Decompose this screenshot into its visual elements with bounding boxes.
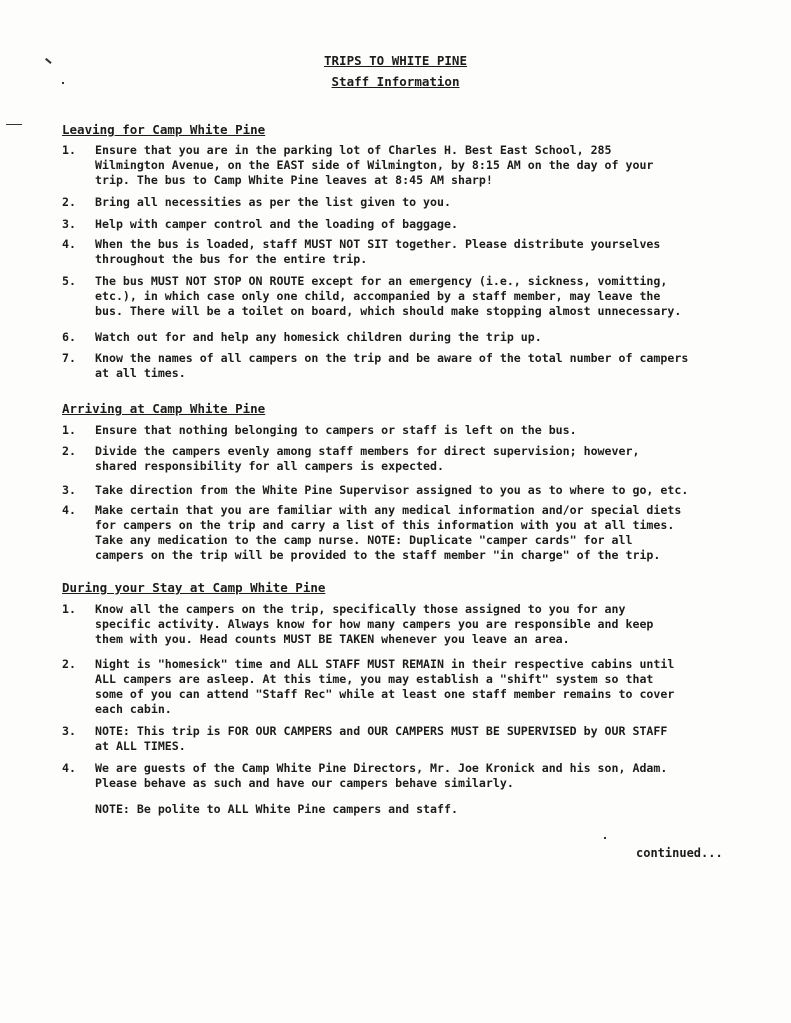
- item-number: 6.: [62, 330, 76, 344]
- item-number: 1.: [62, 423, 76, 437]
- item-text: Know the names of all campers on the trip and be aware of the total number of campers at all times.: [95, 351, 689, 380]
- item-text: Night is "homesick" time and ALL STAFF MUST REMAIN in their respective cabins until ALL campers are asleep. At this time, you may establish a "shift" system so that some of you can attend "Staff Rec" while at least one staff member remains to cover each cabin.: [95, 657, 675, 716]
- item-text: We are guests of the Camp White Pine Directors, Mr. Joe Kronick and his son, Adam. Please behave as such and have our campers behave similarly.: [95, 761, 668, 790]
- item-text: NOTE: This trip is FOR OUR CAMPERS and OUR CAMPERS MUST BE SUPERVISED by OUR STAFF at ALL TIMES.: [95, 724, 668, 753]
- item-number: 2.: [62, 195, 76, 209]
- item-number: 1.: [62, 143, 76, 157]
- item-text: The bus MUST NOT STOP ON ROUTE except for an emergency (i.e., sickness, vomitting, etc.), in which case only one child, accompanied by a staff member, may leave the bus. There will be a toilet on board, which should make stopping almost unnecessary.: [95, 274, 682, 318]
- item-number: 2.: [62, 657, 76, 671]
- item-text: Ensure that nothing belonging to campers or staff is left on the bus.: [95, 423, 577, 437]
- item-number: 3.: [62, 483, 76, 497]
- item-number: 1.: [62, 602, 76, 616]
- item-text: Watch out for and help any homesick children during the trip up.: [95, 330, 542, 344]
- item-text: Bring all necessities as per the list given to you.: [95, 195, 451, 209]
- scan-mark: [6, 124, 22, 125]
- closing-note: NOTE: Be polite to ALL White Pine campers and staff.: [95, 802, 458, 816]
- scan-mark: [604, 837, 606, 839]
- item-text: Ensure that you are in the parking lot of Charles H. Best East School, 285 Wilmington Avenue, on the EAST side of Wilmington, by 8:15 AM on the day of your trip. The bus to Camp White Pine leaves at 8:45 AM sharp!: [95, 143, 654, 187]
- item-text: Divide the campers evenly among staff members for direct supervision; however, shared responsibility for all campers is expected.: [95, 444, 640, 473]
- item-text: When the bus is loaded, staff MUST NOT SIT together. Please distribute yourselves throughout the bus for the entire trip.: [95, 237, 661, 266]
- item-number: 3.: [62, 217, 76, 231]
- document-title: TRIPS TO WHITE PINE: [324, 53, 467, 68]
- section-heading-during: During your Stay at Camp White Pine: [62, 580, 326, 595]
- section-heading-leaving: Leaving for Camp White Pine: [62, 122, 266, 137]
- scan-mark: [62, 82, 64, 84]
- item-number: 4.: [62, 761, 76, 775]
- item-number: 5.: [62, 274, 76, 288]
- item-number: 3.: [62, 724, 76, 738]
- item-text: Make certain that you are familiar with any medical information and/or special diets for campers on the trip and carry a list of this information with you at all times. Take any medication to the camp nurse. NOTE: Duplicate "camper cards" for all campers on the trip will be provided to the staff member "in charge" of the trip.: [95, 503, 682, 562]
- item-number: 4.: [62, 237, 76, 251]
- item-text: Take direction from the White Pine Supervisor assigned to you as to where to go, etc.: [95, 483, 689, 497]
- section-heading-arriving: Arriving at Camp White Pine: [62, 401, 266, 416]
- item-text: Help with camper control and the loading of baggage.: [95, 217, 458, 231]
- item-number: 2.: [62, 444, 76, 458]
- item-number: 4.: [62, 503, 76, 517]
- continued-label: continued...: [636, 846, 723, 860]
- document-subtitle: Staff Information: [331, 74, 460, 89]
- item-text: Know all the campers on the trip, specifically those assigned to you for any specific activity. Always know for how many campers you are responsible and keep them with you. Head counts MUST BE TAKEN whenever you leave an area.: [95, 602, 654, 646]
- item-number: 7.: [62, 351, 76, 365]
